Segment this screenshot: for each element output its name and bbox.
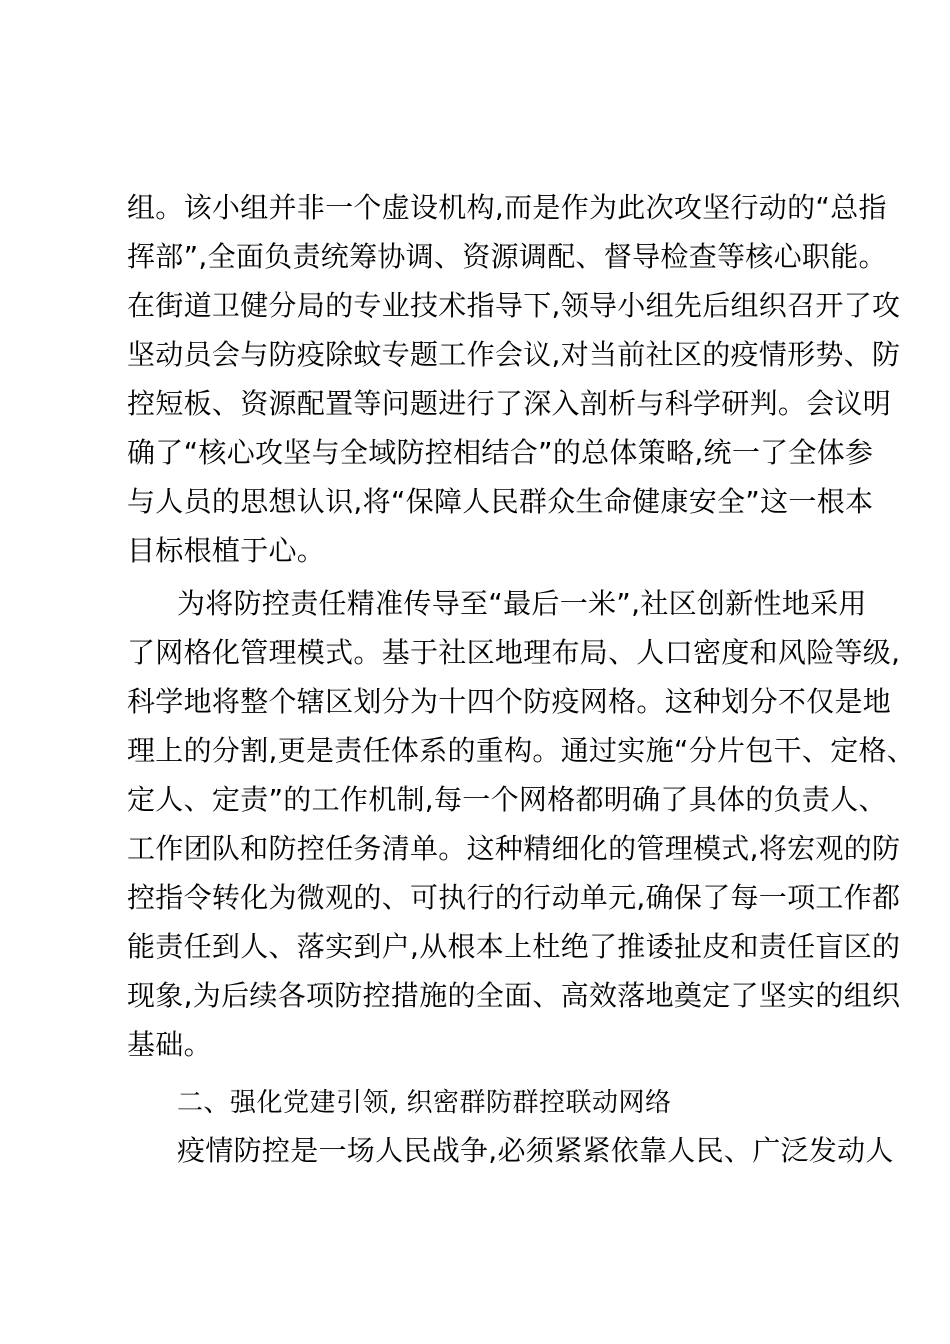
paragraph-1-line-2: 挥部”,全面负责统筹协调、资源调配、督导检查等核心职能。 <box>127 240 887 273</box>
paragraph-2-line-6: 工作团队和防控任务清单。这种精细化的管理模式,将宏观的防 <box>127 832 901 865</box>
paragraph-2-line-1: 为将防控责任精准传导至“最后一米”,社区创新性地采用 <box>177 587 867 620</box>
paragraph-1-line-1: 组。该小组并非一个虚设机构,而是作为此次攻坚行动的“总指 <box>127 191 887 224</box>
paragraph-2-line-8: 能责任到人、落实到户,从根本上杜绝了推诿扯皮和责任盲区的 <box>127 930 901 963</box>
paragraph-2-line-7: 控指令转化为微观的、可执行的行动单元,确保了每一项工作都 <box>127 881 901 914</box>
section-heading: 二、强化党建引领, 织密群防群控联动网络 <box>177 1088 672 1118</box>
paragraph-3-line-1: 疫情防控是一场人民战争,必须紧紧依靠人民、广泛发动人 <box>177 1134 894 1167</box>
paragraph-1-line-3: 在街道卫健分局的专业技术指导下,领导小组先后组织召开了攻 <box>127 289 901 322</box>
paragraph-2-line-3: 科学地将整个辖区划分为十四个防疫网格。这种划分不仅是地 <box>127 685 892 718</box>
paragraph-2-line-2: 了网格化管理模式。基于社区地理布局、人口密度和风险等级, <box>127 636 901 669</box>
paragraph-1-line-7: 与人员的思想认识,将“保障人民群众生命健康安全”这一根本 <box>127 485 874 518</box>
paragraph-1-line-6: 确了“核心攻坚与全域防控相结合”的总体策略,统一了全体参 <box>127 436 874 469</box>
paragraph-2-line-9: 现象,为后续各项防控措施的全面、高效落地奠定了坚实的组织 <box>127 979 901 1012</box>
paragraph-1-line-8: 目标根植于心。 <box>127 534 326 567</box>
paragraph-2-line-10: 基础。 <box>127 1028 212 1061</box>
paragraph-2-line-5: 定人、定责”的工作机制,每一个网格都明确了具体的负责人、 <box>127 783 887 816</box>
paragraph-2-line-4: 理上的分割,更是责任体系的重构。通过实施“分片包干、定格、 <box>127 734 916 767</box>
paragraph-1-line-4: 坚动员会与防疫除蚊专题工作会议,对当前社区的疫情形势、防 <box>127 338 901 371</box>
paragraph-1-line-5: 控短板、资源配置等问题进行了深入剖析与科学研判。会议明 <box>127 387 892 420</box>
